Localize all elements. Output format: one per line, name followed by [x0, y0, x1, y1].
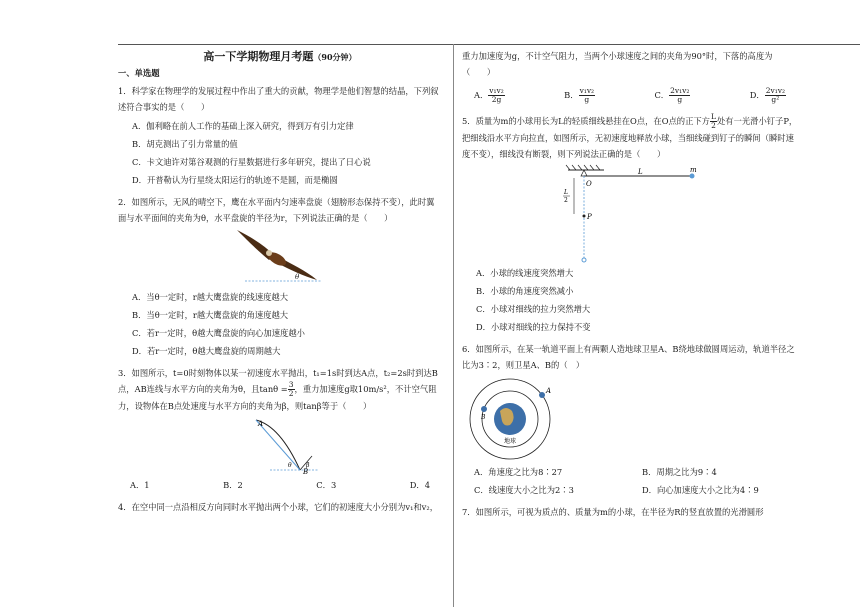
q3-options [118, 476, 442, 494]
q4-option-c-frac [669, 87, 690, 104]
q1-option-c: C．卡文迪许对第谷观测的行星数据进行多年研究，提出了日心说 [132, 157, 371, 167]
q3-option-c: C．3 [316, 480, 337, 490]
q3-stem-part2: ，重力加速度g取10m/s²，不计空气阻力，设物体在B点处速度与水平方向的夹角为β，则tanβ等于（ ） [118, 384, 437, 411]
question-4-stem-continued: 重力加速度为g，不计空气阻力，当两个小球速度之间的夹角为90°时，下落的高度为（ ） [462, 51, 773, 77]
top-rule [118, 44, 860, 45]
nail-icon [583, 215, 586, 218]
exam-title-text: 高一下学期物理月考题 [203, 50, 314, 63]
section-heading: 一、单选题 [118, 68, 160, 78]
q5-label-l: L [638, 168, 643, 176]
q6-options-row1 [462, 463, 798, 481]
q5-label-p: P [587, 213, 592, 221]
q1-option-b: B．胡克测出了引力常量的值 [132, 139, 238, 149]
left-column [118, 48, 442, 517]
q4-option-b-frac [579, 87, 596, 104]
q4-d-num: 2v₁v₂ [765, 86, 785, 95]
q3-option-b: B．2 [223, 480, 243, 490]
q3-option-d: D．4 [409, 480, 430, 490]
satellite-a-icon [539, 392, 545, 398]
q2-theta-label: θ [295, 273, 300, 281]
q5-fraction [710, 113, 717, 130]
pendulum-figure [560, 164, 700, 264]
q3-label-a: A [258, 420, 264, 428]
q5-option-d: D．小球对细线的拉力保持不变 [476, 322, 591, 332]
question-2-stem: 2．如图所示，无风的晴空下，鹰在水平面内匀速率盘旋（翅膀形态保持不变），此时翼面与水平面间的夹角为θ，水平盘旋的半径为r，下列说法正确的是（ ） [118, 197, 435, 223]
q4-option-a-frac [488, 87, 505, 104]
eagle-figure [235, 228, 325, 288]
q3-tan-fraction [288, 381, 295, 398]
projectile-figure [240, 416, 320, 476]
column-divider [453, 44, 454, 607]
q3-label-b: B [303, 468, 309, 476]
q5-stem-part2: 处有一光滑小钉子P，把细线沿水平方向拉直，如图所示，无初速度地释放小球，当细线碰到钉子的瞬间（瞬时速度不变），细线没有断裂，则下列说法正确的是（ ） [462, 116, 798, 159]
q3-label-theta: θ [288, 462, 292, 469]
question-7-stem: 7．如图所示，可视为质点的、质量为m的小球，在半径为R的竖直放置的光滑圆形 [462, 507, 764, 517]
q4-options [462, 82, 798, 108]
right-column [462, 48, 798, 522]
q6-option-b: B．周期之比为9∶4 [642, 467, 717, 477]
q4-option-b-label: B． [564, 90, 579, 100]
q6-label-b: B [481, 414, 486, 421]
q6-option-c: C．线速度大小之比为2∶3 [474, 485, 574, 495]
question-5-stem [462, 113, 798, 162]
q2-option-d: D．若r一定时，θ越大鹰盘旋的周期越大 [132, 346, 281, 356]
q1-option-a: A．伽利略在前人工作的基础上深入研究，得到万有引力定律 [132, 121, 354, 131]
question-4-stem: 4．在空中同一点沿相反方向同时水平抛出两个小球，它们的初速度大小分别为v₁和v₂， [118, 502, 438, 512]
q5-label-m: m [690, 166, 697, 174]
q4-c-num: 2v₁v₂ [670, 86, 690, 95]
q4-option-d [750, 86, 786, 104]
q2-option-c: C．若r一定时，θ越大鹰盘旋的向心加速度越小 [132, 328, 305, 338]
q5-frac-den: 2 [711, 121, 716, 130]
q5-option-a: A．小球的线速度突然增大 [476, 268, 574, 278]
q4-option-b [564, 86, 595, 104]
q5-label-o: O [586, 180, 592, 188]
q6-option-d: D．向心加速度大小之比为4∶9 [642, 485, 759, 495]
q2-option-a: A．当θ一定时，r越大鹰盘旋的线速度越大 [132, 292, 289, 302]
exam-duration: （90分钟） [313, 52, 357, 62]
q4-option-d-frac [765, 87, 786, 104]
q1-option-d: D．开普勒认为行星绕太阳运行的轨迹不是圆，而是椭圆 [132, 175, 338, 185]
q6-label-earth: 地球 [504, 438, 517, 445]
q4-option-a [474, 86, 505, 104]
exam-title [118, 52, 442, 62]
q5-option-b: B．小球的角速度突然减小 [476, 286, 574, 296]
q6-options-row2 [462, 481, 798, 499]
q4-b-num: v₁v₂ [579, 86, 595, 95]
ball-icon [690, 174, 695, 179]
q4-a-num: v₁v₂ [489, 86, 504, 95]
q4-b-den: g [584, 95, 590, 104]
q6-label-a: A [546, 387, 552, 395]
pivot-icon [581, 170, 587, 176]
eagle-icon [237, 230, 317, 280]
q4-option-a-label: A． [474, 90, 489, 100]
q4-a-den: 2g [491, 95, 502, 104]
q4-d-den: g² [771, 95, 780, 104]
q5-label-half-den: 2 [564, 197, 568, 204]
q5-stem-part1: 5．质量为m的小球用长为L的轻质细线悬挂在O点，在O点的正下方 [462, 116, 710, 126]
satellite-b-icon [481, 406, 487, 412]
q4-option-c [654, 86, 690, 104]
q3-label-beta: β [306, 462, 310, 469]
question-3-stem [118, 365, 442, 414]
q4-option-c-label: C． [654, 90, 670, 100]
q3-tan-den: 2 [288, 389, 294, 398]
q5-label-half-num: L [564, 189, 568, 196]
question-6-stem: 6．如图所示，在某一轨道平面上有两颗人造地球卫星A、B绕地球做圆周运动，轨道半径之比为3∶2，则卫星A、B的（ ） [462, 344, 795, 370]
q5-frac-num: L [710, 112, 716, 121]
q6-option-a: A．角速度之比为8∶27 [474, 467, 563, 477]
q2-option-b: B．当θ一定时，r越大鹰盘旋的角速度越大 [132, 310, 289, 320]
q3-tan-num: 3 [288, 380, 294, 389]
q3-option-a: A．1 [130, 480, 150, 490]
q3-stem-part1: 3．如图所示，t=0时刻物体以某一初速度水平抛出，t₁=1s时到达A点，t₂=2s时到达B点，AB连线与水平方向的夹角为θ，且tanθ = [118, 368, 438, 394]
q4-c-den: g [677, 95, 683, 104]
q5-option-c: C．小球对细线的拉力突然增大 [476, 304, 591, 314]
ceiling-hatch [566, 165, 600, 170]
question-1-stem: 1．科学家在物理学的发展过程中作出了重大的贡献，物理学是他们智慧的结晶，下列叙述符合事实的是（ ） [118, 86, 439, 112]
orbit-figure [462, 375, 562, 461]
q4-option-d-label: D． [749, 90, 765, 100]
